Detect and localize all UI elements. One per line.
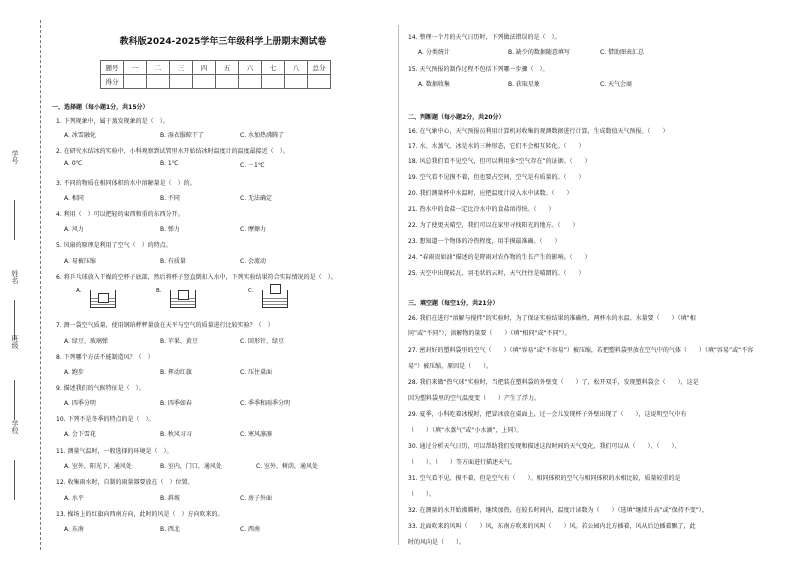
score-header-cell: 四 <box>193 61 216 75</box>
option-a[interactable]: A. 相同 <box>64 195 84 202</box>
score-header-cell: 五 <box>216 61 239 75</box>
option-c[interactable]: C. 天气会商 <box>600 81 633 88</box>
fill-line-29b: （ ）（填“水蒸气”或“小水滴”，上同）。 <box>408 427 523 434</box>
question-7: 7. 测一袋空气质量，使用钢珀秤秤量放在天平与空气的质量进行比较实验？（ ） <box>56 322 274 329</box>
score-cell[interactable] <box>124 75 147 89</box>
option-a[interactable]: A. 风力 <box>64 226 84 233</box>
option-b[interactable]: B. 室内，门口，通风处 <box>160 463 222 470</box>
judge-25: 25. 天空中出现砖瓦、羽毛状的云时，天气往往是晴朗的。（ ） <box>408 270 585 277</box>
option-b[interactable]: B. 湿衣服晾干了 <box>160 132 204 139</box>
score-header-cell: 二 <box>147 61 170 75</box>
question-15: 15. 天气预报的制作过程不包括下列哪一步骤（ ）。 <box>408 66 549 73</box>
option-b[interactable]: B. 弹力 <box>160 226 180 233</box>
fill-line-27a: 27. 密封好的塑料袋里的空气（ ）（填“容易”或“不容易”）被压缩，若把塑料袋里放在空气中的气体（ ）（填“容易”或“不容 <box>408 347 754 354</box>
question-9: 9. 描述我们的气候特征是（ ）。 <box>56 385 145 392</box>
score-header-cell: 三 <box>170 61 193 75</box>
option-b[interactable]: B. <box>156 288 162 294</box>
question-14: 14. 整理一个月的天气日历时，下列做法错误的是（ ）。 <box>408 34 561 41</box>
judge-18: 18. 风总我们看不见空气，但可以利用多“空气存在”的证据。（ ） <box>408 158 591 165</box>
option-c[interactable]: C. 房子外面 <box>240 495 273 502</box>
cut-line <box>40 20 41 550</box>
fill-line <box>14 300 15 340</box>
question-11: 11. 测量气温时，一般选择的环境是（ ）。 <box>56 448 173 455</box>
option-b[interactable]: B. 有质量 <box>160 258 186 265</box>
section2-heading: 二、判断题（每小题2分，共20分） <box>408 114 505 121</box>
option-c[interactable]: C. 回形针、绿豆 <box>240 338 285 345</box>
option-a[interactable]: A. 数据收集 <box>418 81 450 88</box>
judge-21: 21. 热水中的食盐一定比冷水中的食盐溶得快。（ ） <box>408 206 555 213</box>
judge-20: 20. 我们测量杯中水温时，应把温度计浸入水中读数。（ ） <box>408 190 573 197</box>
name-label: 姓名 <box>11 270 19 284</box>
fill-line-28a: 28. 我们来做“热气球”实验时，当把装在塑料袋的外壁变（ ）了，松开双手，发现塑料袋会（ ），这是 <box>408 379 699 386</box>
fill-line-32: 32. 在测量的水开始沸腾时，继续加热，在较长时间内，温度计读数为（ ）（选填“继续升高”或“保持不变”）。 <box>408 507 708 514</box>
score-cell[interactable] <box>308 75 331 89</box>
option-c[interactable]: C. <box>248 288 254 294</box>
judge-24: 24. “春雨贵如油”描述的是降雨对农作物的生长产生的影响。（ ） <box>408 254 591 261</box>
option-c[interactable]: C. 会流动 <box>240 258 267 265</box>
fill-line-31b: （ ）。 <box>408 491 436 498</box>
fill-line-31a: 31. 空气看不见、摸不着，但是空气有（ ）。相同体积的空气与相同体积的水相比较，质量较重的是 <box>408 475 681 482</box>
option-c[interactable]: C. －1℃ <box>240 162 265 169</box>
option-c[interactable]: C. 寒风凛凛 <box>240 431 273 438</box>
fill-line <box>14 380 15 420</box>
option-a[interactable]: A. 四季分明 <box>64 400 96 407</box>
question-10: 10. 下列不是冬季的特点的是（ ）。 <box>56 416 155 423</box>
score-cell[interactable] <box>170 75 193 89</box>
judge-23: 23. 想知道一个物体的冷热程度，用手摸最准确。（ ） <box>408 238 561 245</box>
option-b[interactable]: B. 秋风习习 <box>160 431 192 438</box>
score-header-cell: 七 <box>262 61 285 75</box>
option-b[interactable]: B. 获取星象 <box>508 81 540 88</box>
option-b[interactable]: B. 挥动红旗 <box>160 369 192 376</box>
option-b[interactable]: B. 斜坡 <box>160 495 180 502</box>
option-b[interactable]: B. 缺少的数据随意填写 <box>508 49 570 56</box>
option-c[interactable]: C. 摩擦力 <box>240 226 267 233</box>
score-header-cell: 总分 <box>308 61 331 75</box>
option-a[interactable]: A. 绿豆、玻璃弹 <box>64 338 108 345</box>
question-1: 1. 下列现象中，属于蒸发现象的是（ ）。 <box>56 118 169 125</box>
fill-line-27b: 易”）被压缩，原因是（ ）。 <box>408 363 493 370</box>
score-table <box>100 60 331 89</box>
option-a[interactable]: A. 易被压缩 <box>64 258 96 265</box>
score-row-label: 得分 <box>101 75 124 89</box>
score-header-cell: 六 <box>239 61 262 75</box>
column-divider <box>398 25 399 545</box>
score-cell[interactable] <box>239 75 262 89</box>
option-a[interactable]: A. 会下雪花 <box>64 431 96 438</box>
beaker-diagram-c <box>262 290 288 308</box>
option-c[interactable]: C. 无法确定 <box>240 195 273 202</box>
option-a[interactable]: A. <box>76 288 82 294</box>
option-a[interactable]: A. 水平 <box>64 495 84 502</box>
score-cell[interactable] <box>147 75 170 89</box>
fill-line <box>14 200 15 240</box>
option-b[interactable]: B. 不同 <box>160 195 180 202</box>
fill-line <box>14 460 15 500</box>
question-4: 4. 利用（ ）可以把轻的東西和重的东西分开。 <box>56 211 184 218</box>
exam-title: 教科版2024-2025学年三年级科学上册期末测试卷 <box>119 37 327 47</box>
question-8: 8. 下列哪个方法不能制造风？（ ） <box>56 354 154 361</box>
fill-line-28b: 因为塑料袋里的空气温度变（ ）产生了浮力。 <box>408 395 541 402</box>
student-id-label: 学号 <box>11 150 19 164</box>
score-cell[interactable] <box>216 75 239 89</box>
score-header-cell: 题号 <box>101 61 124 75</box>
option-a[interactable]: A. 室外，阳光下，通风处 <box>64 463 132 470</box>
option-c[interactable]: C. 压住桌面 <box>240 369 273 376</box>
question-2: 2. 在研究水结冰的实验中，小科观察到试管里水开始结冰时温度计的温度最接近（ ）。 <box>56 148 289 155</box>
option-c[interactable]: C. 季季和雨季分明 <box>240 400 291 407</box>
option-c[interactable]: C. 借助图表汇总 <box>600 49 645 56</box>
fill-line-30b: （ ）、（ ）等方面进行描述天气。 <box>408 459 517 466</box>
section1-heading: 一、选择题（每小题1分，共15分） <box>52 104 149 111</box>
fill-line-29a: 29. 夏季，小科吃着冰棍时，把冒冰放在桌面上，过一会儿发现杯子外壁出现了（ ），这说明空气中有 <box>408 411 687 418</box>
score-cell[interactable] <box>285 75 308 89</box>
option-a[interactable]: A. 0℃ <box>64 160 83 167</box>
section3-heading: 三、填空题（每空1分，共21分） <box>408 300 499 307</box>
fill-line-26a: 26. 我们在进行“溶解与搅拌”的实验时，为了保证实验结果的准确性，两杯水的水温、水量要（ ）（填“相 <box>408 315 696 322</box>
option-a[interactable]: A. 冰雪融化 <box>64 132 96 139</box>
question-12: 12. 收集雨水时，自制的雨量器要放在（ ）位置。 <box>56 479 194 486</box>
question-6: 6. 将乒乓球放入干燥的空杯子底部，然后将杯子竖直倒扣入水中，下列实验结果符合实际情况的是（ ）。 <box>56 274 337 281</box>
question-13: 13. 操场上的红旗向西南方向，此时的风是（ ）方向吹来的。 <box>56 511 224 518</box>
fill-line-33b: 时的风向是（ ）。 <box>408 539 466 546</box>
beaker-diagram-a <box>90 290 116 308</box>
score-header-cell: 八 <box>285 61 308 75</box>
class-label: 班级 <box>11 335 19 349</box>
option-b[interactable]: B. 西北 <box>160 526 180 533</box>
score-cell[interactable] <box>193 75 216 89</box>
option-c[interactable]: C. 西南 <box>240 526 261 533</box>
question-5: 5. 风扇的原理是利用了空气（ ）的特点。 <box>56 242 172 249</box>
judge-16: 16. 在气象中心，天气预报员利用计算机对收集的观测数据进行计算，生成数值天气预报。（ ） <box>408 128 669 135</box>
binding-margin <box>0 0 50 562</box>
judge-17: 17. 水、水蒸气、冰是水的三种形态，它们不会相互转化。（ ） <box>408 143 585 150</box>
score-header-cell: 一 <box>124 61 147 75</box>
option-b[interactable]: B. 1℃ <box>160 160 179 167</box>
question-3: 3. 不同的物质在相同体积的水中溶解量是（ ）的。 <box>56 180 196 187</box>
beaker-diagram-b <box>170 290 196 308</box>
option-b[interactable]: B. 四季如春 <box>160 400 192 407</box>
option-b[interactable]: B. 苹果、黄豆 <box>160 338 198 345</box>
option-a[interactable]: A. 分类统计 <box>418 49 450 56</box>
school-label: 学校 <box>11 420 19 434</box>
judge-19: 19. 空气看不见摸不着，但也要占空间，空气是有质量的。（ ） <box>408 174 585 181</box>
option-c[interactable]: C. 水加热沸腾了 <box>240 132 285 139</box>
fill-line-30a: 30. 通过分析天气日历，可以帮助我们发现和描述这段时间的天气变化，我们可以从（ ）、（ ）、 <box>408 443 681 450</box>
option-a[interactable]: A. 跑步 <box>64 369 84 376</box>
option-a[interactable]: A. 东南 <box>64 526 84 533</box>
option-c[interactable]: C. 室外，树荫，通风处 <box>256 463 319 470</box>
fill-line-26b: 同”或“不同”），溶解物的量要（ ）（填“相同”或“不同”）。 <box>408 330 571 337</box>
score-cell[interactable] <box>262 75 285 89</box>
judge-22: 22. 为了使更天晴空，我们可以在家里寻找阳光的地方。（ ） <box>408 222 579 229</box>
fill-line-33a: 33. 北面吹来的风叫（ ）风，东南方吹来的风叫（ ）风。若公园内北方插着，风从后边插着飘了，此 <box>408 523 696 530</box>
